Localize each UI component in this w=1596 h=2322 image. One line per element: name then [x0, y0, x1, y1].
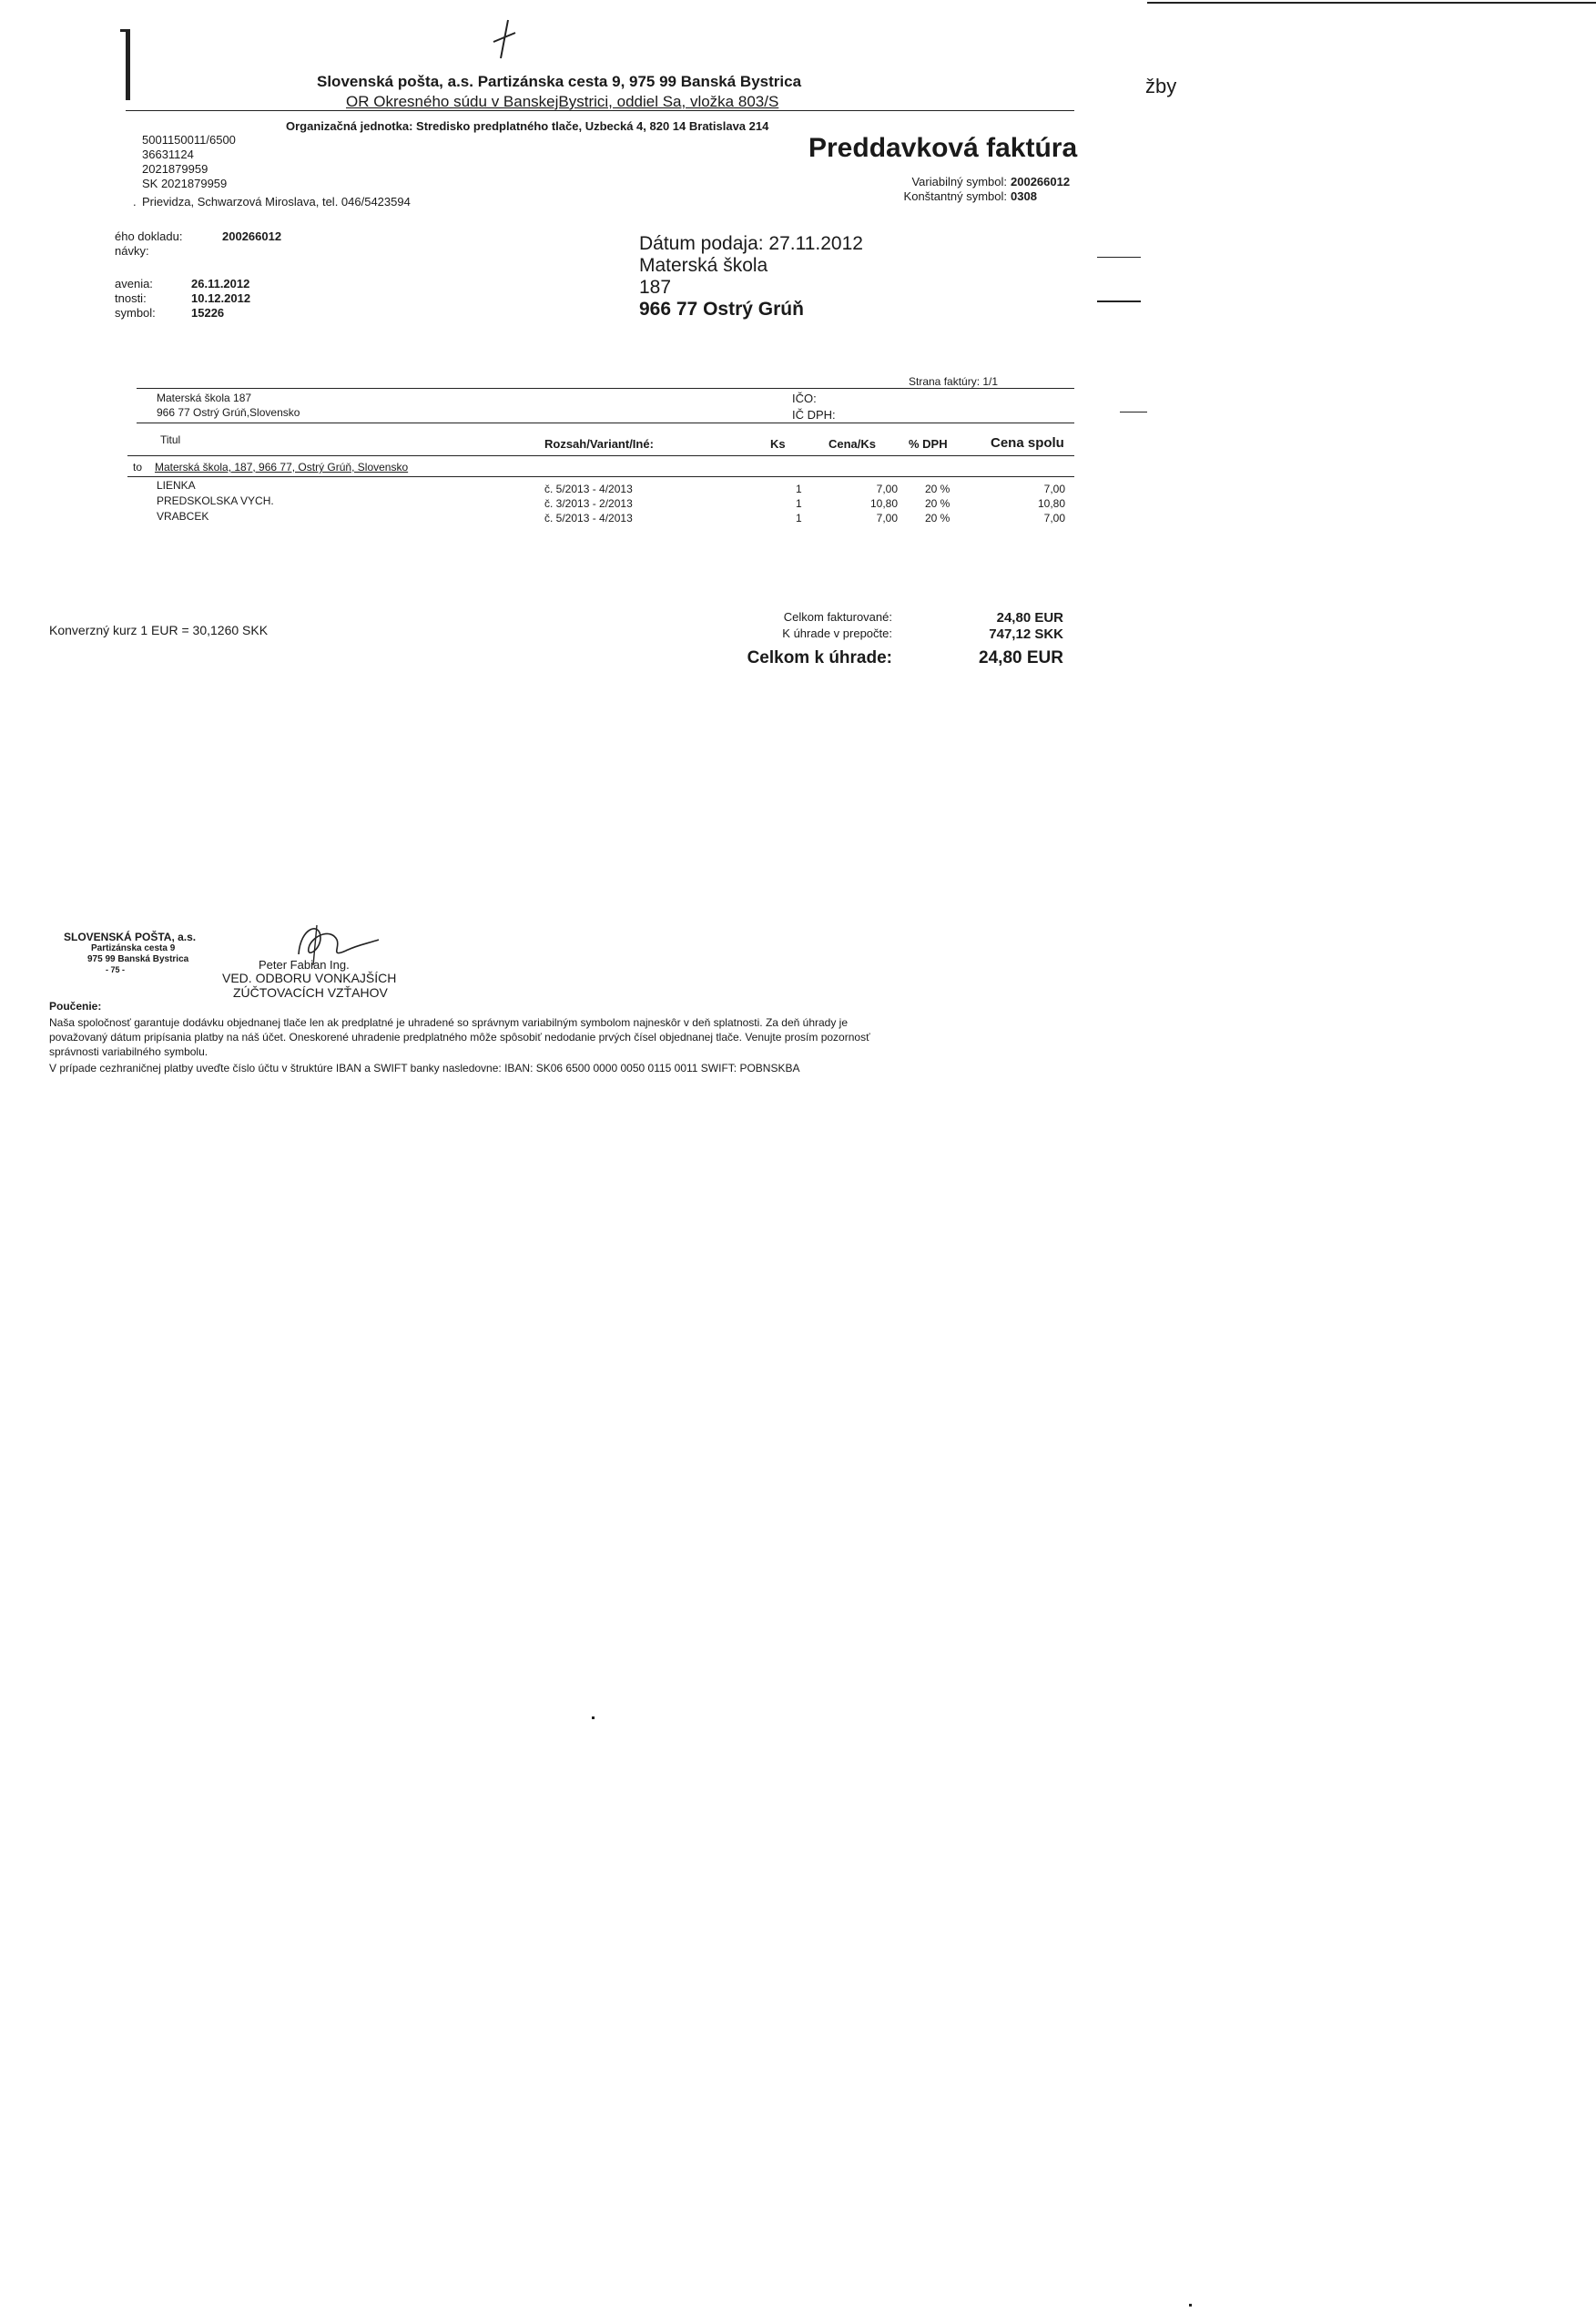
col-total-header: Cena spolu	[991, 435, 1064, 451]
row-total: 10,80	[1037, 497, 1065, 510]
org-unit-line: Organizačná jednotka: Stredisko predplatného tlače, Uzbecká 4, 820 14 Bratislava 214	[286, 119, 769, 133]
row-vat: 20 %	[925, 497, 950, 510]
doc-label: ého dokladu:	[115, 229, 183, 243]
supplier-ico: 36631124	[142, 148, 194, 161]
issue-label: avenia:	[115, 277, 153, 290]
symbol-label: symbol:	[115, 306, 156, 320]
customer-icdph-label: IČ DPH:	[792, 408, 836, 422]
page-info: Strana faktúry: 1/1	[909, 375, 999, 388]
customer-name: Materská škola 187	[157, 392, 252, 404]
issue-value: 26.11.2012	[191, 277, 250, 290]
due-value: 10.12.2012	[191, 291, 251, 305]
header-rule	[126, 110, 1074, 111]
due-total-label: Celkom k úhrade:	[747, 648, 892, 667]
notice-line-1: Naša spoločnosť garantuje dodávku objednanej tlače len ak predplatné je uhradené so správnym variabilným symbolom najneskôr v deň splatnosti. Za deň úhrady je	[49, 1016, 849, 1029]
row-vat: 20 %	[925, 512, 950, 524]
scan-left-bar	[126, 29, 130, 100]
scan-speck	[592, 1716, 595, 1719]
invoiced-value: 24,80 EUR	[996, 610, 1063, 626]
signatory-role-1: VED. ODBORU VONKAJŠÍCH	[222, 971, 397, 985]
row-total: 7,00	[1043, 512, 1065, 524]
symbol-value: 15226	[191, 306, 225, 320]
recipient-city: 966 77 Ostrý Grúň	[639, 299, 804, 320]
constant-symbol-label: Konštantný symbol:	[903, 189, 1007, 203]
bullet-dot: .	[133, 195, 137, 209]
row-total: 7,00	[1043, 483, 1065, 495]
converted-label: K úhrade v prepočte:	[782, 626, 892, 640]
supplier-dic: 2021879959	[142, 162, 208, 176]
due-label: tnosti:	[115, 291, 147, 305]
row-unit-price: 10,80	[869, 497, 898, 510]
stamp-line-4: - 75 -	[106, 965, 126, 974]
delivery-rule	[127, 476, 1074, 477]
row-range: č. 5/2013 - 4/2013	[544, 483, 633, 495]
supplier-contact: Prievidza, Schwarzová Miroslava, tel. 046/5423594	[142, 195, 411, 209]
row-range: č. 3/2013 - 2/2013	[544, 497, 633, 510]
customer-top-rule	[137, 388, 1074, 389]
row-vat: 20 %	[925, 483, 950, 495]
stamp-line-1: SLOVENSKÁ POŠTA, a.s.	[64, 931, 197, 943]
conversion-rate: Konverzný kurz 1 EUR = 30,1260 SKK	[49, 623, 269, 637]
row-unit-price: 7,00	[876, 512, 898, 524]
scan-left-bar-tick	[120, 29, 127, 32]
top-right-rule	[1147, 2, 1596, 4]
col-unit-price-header: Cena/Ks	[828, 437, 877, 451]
supplier-ic-dph: SK 2021879959	[142, 177, 228, 190]
delivery-prefix: to	[133, 461, 143, 474]
signatory-name: Peter Fabian Ing.	[259, 958, 350, 972]
due-total-value: 24,80 EUR	[979, 648, 1063, 667]
registry-line: OR Okresného súdu v BanskejBystrici, oddiel Sa, vložka 803/S	[346, 93, 779, 110]
order-label: návky:	[115, 244, 149, 258]
constant-symbol-value: 0308	[1011, 189, 1037, 203]
customer-ico-label: IČO:	[792, 392, 817, 405]
company-line: Slovenská pošta, a.s. Partizánska cesta 9, 975 99 Banská Bystrica	[317, 73, 802, 90]
col-range-header: Rozsah/Variant/Iné:	[544, 437, 654, 451]
notice-line-3: správnosti variabilného symbolu.	[49, 1045, 208, 1058]
variable-symbol-label: Variabilný symbol:	[911, 175, 1007, 188]
row-title: LIENKA	[157, 479, 196, 492]
row-qty: 1	[796, 497, 802, 510]
row-range: č. 5/2013 - 4/2013	[544, 512, 633, 524]
row-title: VRABCEK	[157, 510, 209, 523]
right-margin-mark-1	[1097, 257, 1141, 258]
right-margin-mark-2	[1097, 300, 1141, 302]
recipient-name: Materská škola	[639, 255, 768, 276]
row-qty: 1	[796, 483, 802, 495]
col-qty-header: Ks	[770, 437, 786, 451]
scan-speck	[1189, 2304, 1192, 2307]
doc-value: 200266012	[222, 229, 282, 243]
signatory-role-2: ZÚČTOVACÍCH VZŤAHOV	[233, 985, 388, 1000]
stamp-line-3: 975 99 Banská Bystrica	[87, 954, 189, 964]
handwritten-mark	[492, 16, 519, 62]
converted-value: 747,12 SKK	[989, 626, 1063, 642]
variable-symbol-value: 200266012	[1011, 175, 1071, 188]
notice-heading: Poučenie:	[49, 1000, 102, 1013]
col-title-header: Titul	[160, 433, 181, 446]
invoice-title: Preddavková faktúra	[808, 133, 1078, 163]
delivery-line: Materská škola, 187, 966 77, Ostrý Grúň, Slovensko	[155, 461, 409, 474]
row-unit-price: 7,00	[876, 483, 898, 495]
col-vat-header: % DPH	[909, 437, 948, 451]
customer-address: 966 77 Ostrý Grúň,Slovensko	[157, 406, 300, 419]
notice-line-2: považovaný dátum pripísania platby na náš účet. Oneskorené uhradenie predplatného môže spôsobiť nedodanie prvých čísel objednanej tlače. Venujte prosím pozornosť	[49, 1031, 870, 1044]
recipient-number: 187	[639, 277, 672, 298]
submission-date: Dátum podaja: 27.11.2012	[639, 233, 863, 254]
margin-note: žby	[1145, 75, 1177, 97]
invoiced-label: Celkom fakturované:	[783, 610, 892, 624]
table-header-rule	[127, 455, 1074, 456]
row-title: PREDSKOLSKA VYCH.	[157, 494, 274, 507]
stamp-line-2: Partizánska cesta 9	[91, 943, 176, 953]
row-qty: 1	[796, 512, 802, 524]
notice-line-4: V prípade cezhraničnej platby uveďte číslo účtu v štruktúre IBAN a SWIFT banky nasledovne: IBAN: SK06 6500 0000 0050 0115 0011 SWIFT: POBNSKBA	[49, 1062, 800, 1074]
supplier-account: 5001150011/6500	[142, 133, 236, 147]
